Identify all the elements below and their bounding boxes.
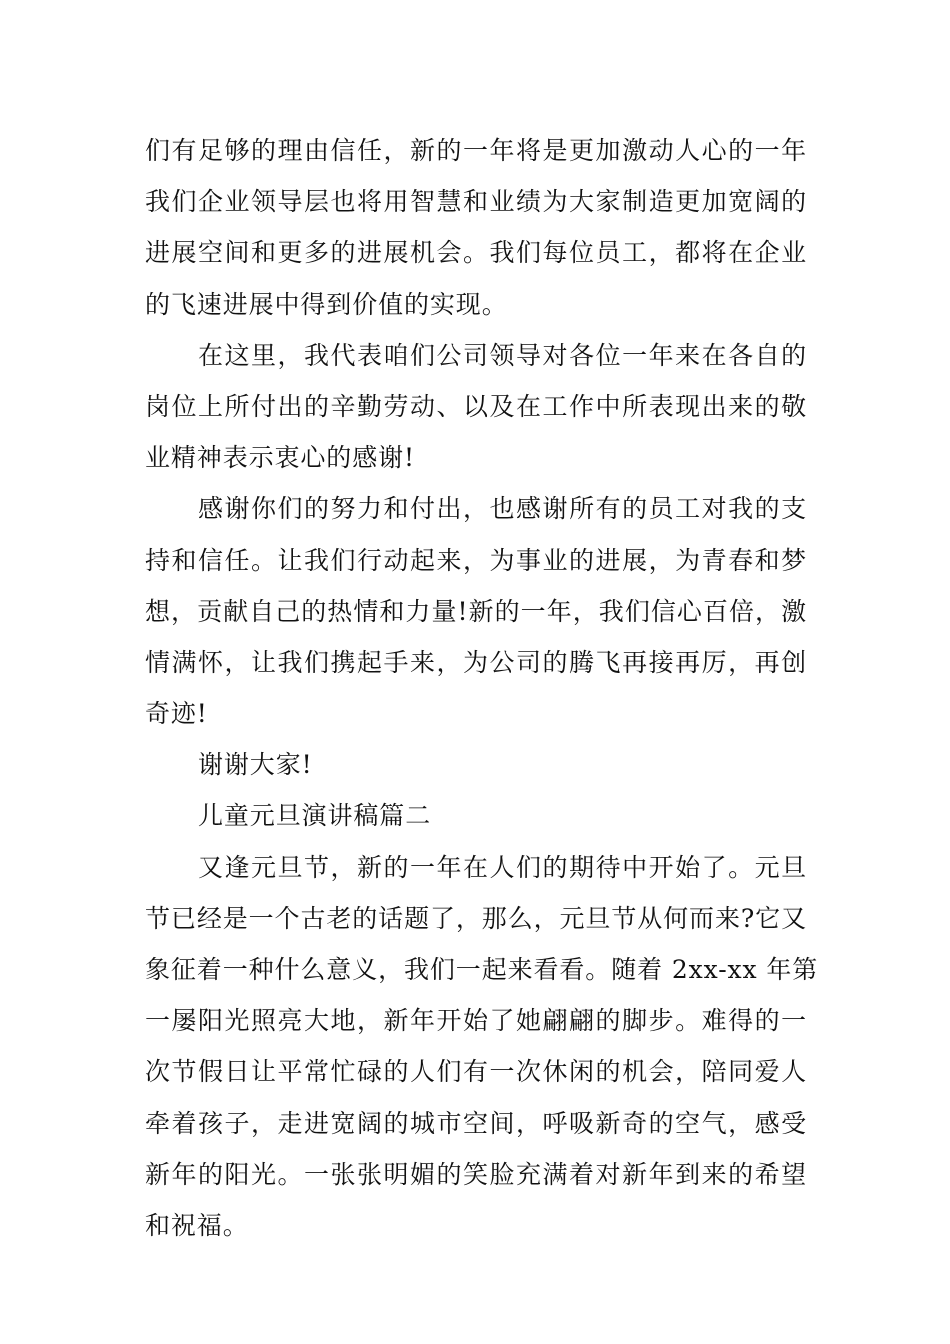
text-line: 情满怀，让我们携起手来，为公司的腾飞再接再厉，再创 bbox=[145, 647, 807, 677]
paragraph-first-line: 谢谢大家! bbox=[198, 750, 313, 780]
text-line: 一屡阳光照亮大地，新年开始了她翩翩的脚步。难得的一 bbox=[145, 1006, 807, 1036]
document-body bbox=[145, 125, 819, 1251]
text-line: 持和信任。让我们行动起来，为事业的进展，为青春和梦 bbox=[145, 545, 807, 575]
text-line: 和祝福。 bbox=[145, 1210, 249, 1240]
text-line: 我们企业领导层也将用智慧和业绩为大家制造更加宽阔的 bbox=[145, 187, 807, 217]
text-line: 象征着一种什么意义，我们一起来看看。随着 2xx-xx 年第 bbox=[145, 955, 819, 984]
paragraph-first-line: 感谢你们的努力和付出，也感谢所有的员工对我的支 bbox=[198, 494, 807, 524]
text-line: 们有足够的理由信任，新的一年将是更加激动人心的一年 bbox=[145, 136, 807, 165]
text-line: 业精神表示衷心的感谢! bbox=[145, 443, 415, 473]
text-line: 想，贡献自己的热情和力量!新的一年，我们信心百倍，激 bbox=[145, 596, 807, 626]
text-line: 牵着孩子，走进宽阔的城市空间，呼吸新奇的空气，感受 bbox=[145, 1108, 807, 1138]
paragraph-first-line: 又逢元旦节，新的一年在人们的期待中开始了。元旦 bbox=[198, 852, 807, 882]
text-line: 的飞速进展中得到价值的实现。 bbox=[145, 289, 508, 319]
text-line: 岗位上所付出的辛勤劳动、以及在工作中所表现出来的敬 bbox=[145, 391, 807, 421]
paragraph-first-line: 在这里，我代表咱们公司领导对各位一年来在各自的 bbox=[198, 340, 807, 370]
text-line: 次节假日让平常忙碌的人们有一次休闲的机会，陪同爱人 bbox=[145, 1057, 807, 1087]
text-line: 进展空间和更多的进展机会。我们每位员工，都将在企业 bbox=[145, 238, 807, 268]
text-line: 节已经是一个古老的话题了，那么，元旦节从何而来?它又 bbox=[145, 903, 807, 933]
text-line: 新年的阳光。一张张明媚的笑脸充满着对新年到来的希望 bbox=[145, 1159, 807, 1189]
section-heading: 儿童元旦演讲稿篇二 bbox=[198, 801, 432, 831]
text-line: 奇迹! bbox=[145, 699, 208, 729]
